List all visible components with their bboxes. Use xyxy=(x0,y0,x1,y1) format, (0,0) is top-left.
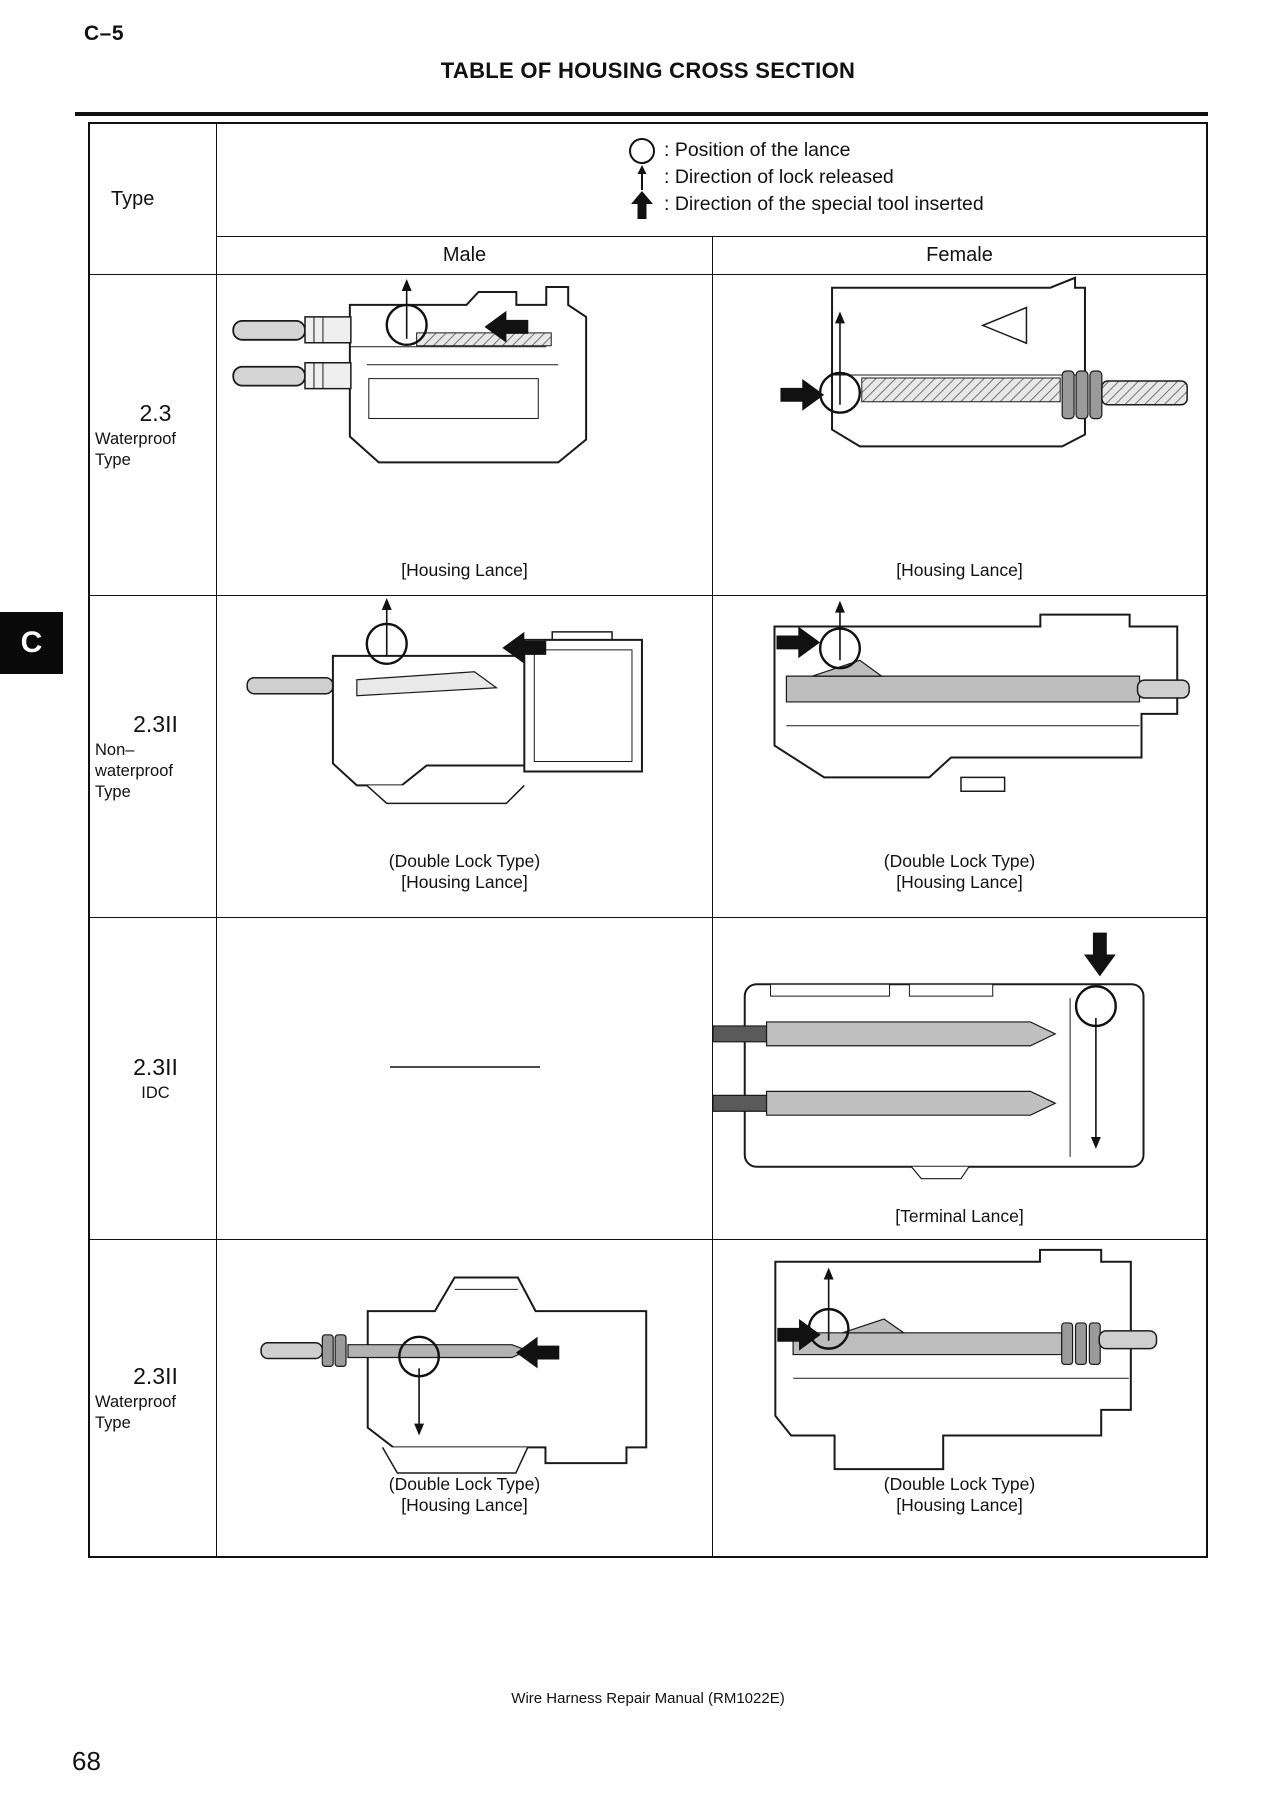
row4-male-cell xyxy=(217,1240,713,1556)
row-2-3II-idc-type-label xyxy=(90,918,217,1240)
row-2-3-waterproof-type-label xyxy=(90,275,217,596)
lance-position-circle-icon xyxy=(625,138,659,164)
male-column-header: Male xyxy=(217,237,713,275)
type-column-header: Type xyxy=(90,124,217,275)
legend-label: : Direction of the special tool inserted xyxy=(664,193,984,215)
row1-female-cell xyxy=(713,275,1206,596)
female-column-header: Female xyxy=(713,237,1206,275)
row3-female-cell xyxy=(713,918,1206,1240)
special-tool-arrow xyxy=(1084,933,1116,977)
footer-manual-reference: Wire Harness Repair Manual (RM1022E) xyxy=(511,1690,785,1707)
caption-line: [Housing Lance] xyxy=(896,1495,1023,1515)
diagram-2-3-waterproof-male xyxy=(217,275,712,595)
legend xyxy=(217,124,1206,237)
type-main-label: 2.3II xyxy=(133,710,178,737)
type-main-label: 2.3II xyxy=(133,1053,178,1080)
special-tool-thick-arrow-icon xyxy=(625,191,659,219)
legend-item-lock-released xyxy=(625,164,1206,191)
title-rule xyxy=(75,112,1208,116)
housing-cross-section-table xyxy=(88,122,1208,1558)
type-sub-label: Waterproof xyxy=(95,1392,177,1411)
type-sub-label: Type xyxy=(95,450,131,469)
type-main-label: 2.3II xyxy=(133,1362,178,1389)
legend-label: : Position of the lance xyxy=(664,139,851,161)
lock-release-thin-arrow-icon xyxy=(625,165,659,191)
chapter-tab: C xyxy=(0,612,63,674)
row4-female-cell xyxy=(713,1240,1206,1556)
legend-label: : Direction of lock released xyxy=(664,166,894,188)
row2-male-cell xyxy=(217,596,713,918)
type-sub-label: Type xyxy=(95,1413,131,1432)
caption-line: [Housing Lance] xyxy=(896,872,1023,892)
page-number: 68 xyxy=(72,1746,101,1776)
special-tool-arrow xyxy=(780,379,824,411)
caption-line: (Double Lock Type) xyxy=(883,851,1036,871)
row-2-3II-nonwaterproof-type-label xyxy=(90,596,217,918)
row1-male-cell xyxy=(217,275,713,596)
caption-line: (Double Lock Type) xyxy=(388,1474,541,1494)
caption-line: [Housing Lance] xyxy=(401,872,528,892)
lock-release-arrow xyxy=(835,601,845,613)
page-title: TABLE OF HOUSING CROSS SECTION xyxy=(440,58,856,83)
type-sub-label: Type xyxy=(95,782,131,801)
type-sub-label: IDC xyxy=(141,1083,170,1102)
caption-line: [Housing Lance] xyxy=(896,560,1023,580)
caption-line: [Housing Lance] xyxy=(401,1495,528,1515)
diagram-2-3II-idc-female xyxy=(713,918,1206,1239)
legend-item-special-tool xyxy=(625,191,1206,218)
row3-male-cell xyxy=(217,918,713,1240)
type-main-label: 2.3 xyxy=(139,399,172,426)
section-code: C–5 xyxy=(84,22,125,45)
row-2-3II-waterproof-type-label xyxy=(90,1240,217,1556)
lock-release-arrow xyxy=(382,598,392,610)
row2-female-cell xyxy=(713,596,1206,918)
lock-release-arrow xyxy=(402,279,412,291)
caption-line: [Terminal Lance] xyxy=(895,1206,1024,1226)
type-sub-label: Non– xyxy=(95,740,135,759)
legend-item-lance-position xyxy=(625,137,1206,164)
caption-line: [Housing Lance] xyxy=(401,560,528,580)
diagram-2-3-waterproof-female xyxy=(713,275,1206,595)
caption-line: (Double Lock Type) xyxy=(388,851,541,871)
caption-line: (Double Lock Type) xyxy=(883,1474,1036,1494)
type-sub-label: waterproof xyxy=(95,761,173,780)
not-applicable-dash xyxy=(390,1066,540,1068)
type-sub-label: Waterproof xyxy=(95,429,177,448)
